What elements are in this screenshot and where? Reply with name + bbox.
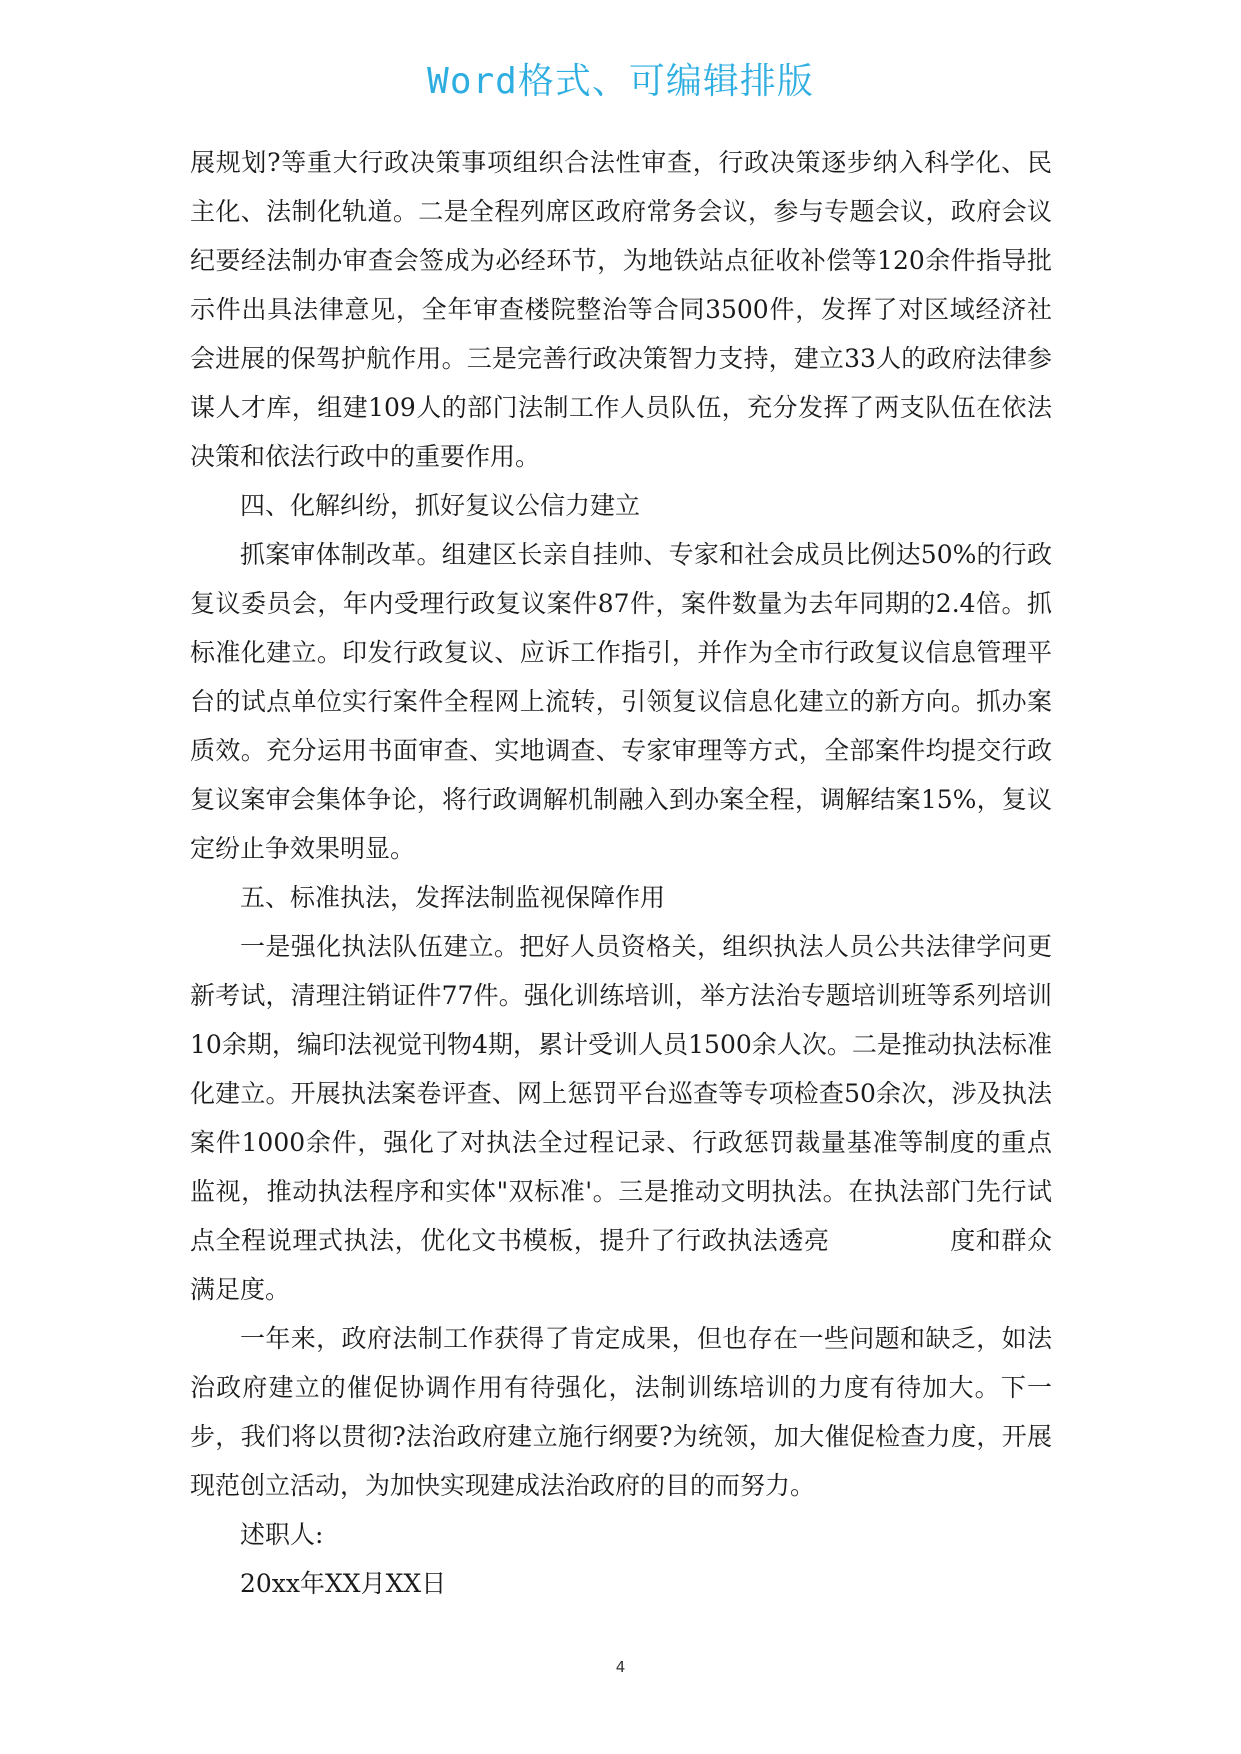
paragraph-legal-review: 展规划?等重大行政决策事项组织合法性审查，行政决策逐步纳入科学化、民主化、法制化轨道。二是全程列席区政府常务会议，参与专题会议，政府会议纪要经法制办审查会签成为必经环节，为地铁站点征收补偿等120余件指导批示件出具法律意见，全年审查楼院整治等合同3500件，发挥了对区域经济社会进展的保驾护航作用。三是完善行政决策智力支持，建立33人的政府法律参谋人才库，组建109人的部门法制工作人员队伍，充分发挥了两支队伍在依法决策和依法行政中的重要作用。 (190, 148, 1052, 471)
paragraph-enforcement (190, 922, 1052, 1314)
section-heading-five: 五、标准执法，发挥法制监视保障作用 (240, 883, 666, 912)
paragraph-reconsideration: 抓案审体制改革。组建区长亲自挂帅、专家和社会成员比例达50%的行政复议委员会，年内受理行政复议案件87件，案件数量为去年同期的2.4倍。抓标准化建立。印发行政复议、应诉工作指引，并作为全市行政复议信息管理平台的试点单位实行案件全程网上流转，引领复议信息化建立的新方向。抓办案质效。充分运用书面审查、实地调查、专家审理等方式，全部案件均提交行政复议案审会集体争论，将行政调解机制融入到办案全程，调解结案15%，复议定纷止争效果明显。 (190, 540, 1052, 863)
document-header-title: Word格式、可编辑排版 (427, 61, 814, 102)
section-heading-four: 四、化解纠纷，抓好复议公信力建立 (240, 491, 641, 520)
page-number: 4 (615, 1658, 626, 1676)
paragraph-enforcement-tail: 度和群众满足度。 (190, 1226, 1052, 1304)
signer-label: 述职人: (240, 1520, 324, 1549)
document-body (190, 138, 1052, 1608)
paragraph-enforcement-main: 一是强化执法队伍建立。把好人员资格关，组织执法人员公共法律学问更新考试，清理注销证件77件。强化训练培训，举方法治专题培训班等系列培训10余期，编印法视觉刊物4期，累计受训人员1500余人次。二是推动执法标准化建立。开展执法案卷评查、网上惩罚平台巡查等专项检查50余次，涉及执法案件1000余件，强化了对执法全过程记录、行政惩罚裁量基准等制度的重点监视，推动执法程序和实体"双标准'。三是推动文明执法。在执法部门先行试点全程说理式执法，优化文书模板，提升了行政执法透亮 (190, 932, 1052, 1255)
date-line: 20xx年XX月XX日 (240, 1569, 447, 1598)
paragraph-summary: 一年来，政府法制工作获得了肯定成果，但也存在一些问题和缺乏，如法治政府建立的催促协调作用有待强化，法制训练培训的力度有待加大。下一步，我们将以贯彻?法治政府建立施行纲要?为统领，加大催促检查力度，开展现范创立活动，为加快实现建成法治政府的目的而努力。 (190, 1324, 1052, 1500)
